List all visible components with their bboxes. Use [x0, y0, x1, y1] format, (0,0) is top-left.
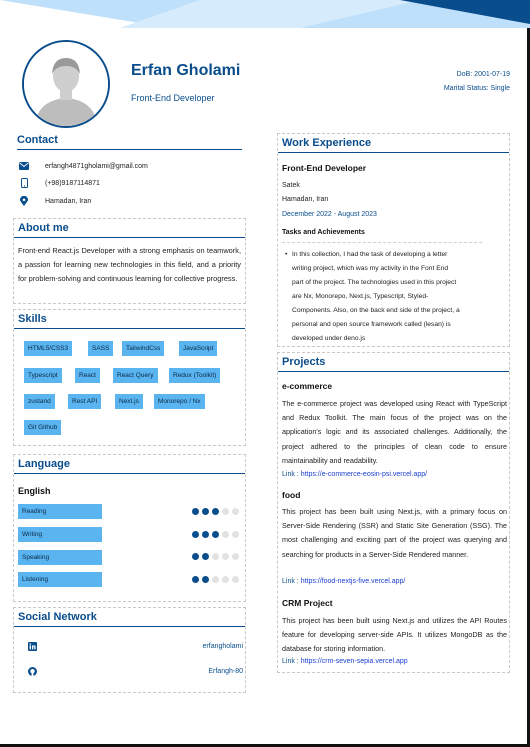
rating-dots: [192, 508, 239, 516]
project-name: e-commerce: [282, 381, 333, 391]
rating-dot-filled: [192, 576, 199, 583]
date-of-birth: DoB: 2001-07-19: [456, 71, 510, 78]
project-url[interactable]: https://food-nextjs-five.vercel.app/: [300, 578, 406, 585]
skill-chip: Typescript: [24, 368, 62, 383]
skill-chip: TailwindCss: [122, 341, 164, 356]
phone-icon: [19, 178, 29, 188]
skill-chip: JavaScript: [179, 341, 217, 356]
rating-dot-filled: [192, 508, 199, 515]
skill-chip: Redux (Toolkit): [169, 368, 220, 383]
task-line: are Nx, Monorepo, Next.js, Typescript, Styled-: [292, 293, 429, 300]
projects-section: [277, 352, 510, 673]
project-description: This project has been built using Next.js, with a primary focus on Server-Side Rendering (SSR) and Static Site Generation (SSG). The most challenging and exciting part of the project was querying and searching for products in a Server-Side Rendered manner.: [282, 507, 507, 559]
rating-dot-filled: [192, 553, 199, 560]
project-url[interactable]: https://e-commerce-eosin-psi.vercel.app/: [300, 471, 428, 478]
contact-location: [19, 195, 91, 207]
job-dates: December 2022 - August 2023: [282, 211, 377, 218]
divider: [282, 242, 482, 243]
social-link-github[interactable]: [14, 667, 247, 679]
rating-dot-filled: [212, 531, 219, 538]
project-name: food: [282, 490, 301, 500]
skill-chip: React: [75, 368, 100, 383]
skills-title: Skills: [14, 310, 245, 329]
header-band: [0, 0, 530, 28]
contact-phone: [19, 177, 100, 189]
contact-title: Contact: [17, 131, 242, 150]
linkedin-handle: erfangholami: [202, 643, 243, 650]
language-skill-label: Listening: [18, 572, 102, 587]
github-icon: [28, 667, 38, 677]
rating-dot-empty: [232, 508, 239, 515]
task-line: Components. Also, on the back end side of the project, a: [292, 307, 460, 314]
rating-dots: [192, 553, 239, 561]
language-skill-label: Speaking: [18, 550, 102, 565]
project-link[interactable]: [282, 658, 408, 665]
about-section: [13, 218, 246, 304]
marital-status: Marital Status: Single: [443, 85, 510, 92]
rating-dot-empty: [222, 531, 229, 538]
skill-chip: SASS: [88, 341, 113, 356]
rating-dot-empty: [232, 576, 239, 583]
contact-section: [13, 131, 246, 214]
language-title: Language: [14, 455, 245, 474]
rating-dot-empty: [222, 576, 229, 583]
task-line: In this collection, I had the task of developing a letter: [292, 251, 448, 258]
task-line: developed under deno.js: [292, 335, 366, 342]
language-name: English: [18, 486, 51, 496]
social-section: [13, 607, 246, 693]
rating-dots: [192, 531, 239, 539]
rating-dot-empty: [222, 553, 229, 560]
rating-dot-filled: [202, 553, 209, 560]
skill-chip: zustand: [24, 394, 55, 409]
avatar: [22, 40, 110, 128]
skill-chip: React Query: [113, 368, 158, 383]
map-pin-icon: [19, 196, 29, 206]
language-skill-label: Reading: [18, 504, 102, 519]
bullet-icon: •: [285, 251, 288, 258]
about-text: Front-end React.js Developer with a strong emphasis on teamwork, a passion for learning new technologies in this field, and a priority for problem-solving and continuous learning for collective progress.: [18, 246, 241, 283]
skill-chip: Monorepo / Nx: [154, 394, 205, 409]
work-experience-section: [277, 133, 510, 347]
social-link-linkedin[interactable]: [14, 642, 247, 654]
contact-location-text: Hamadan, Iran: [45, 197, 92, 205]
candidate-name: Erfan Gholami: [131, 62, 241, 79]
project-name: CRM Project: [282, 598, 333, 608]
contact-email-text: erfangh4871gholami@gmail.com: [45, 162, 148, 170]
contact-email: [19, 160, 148, 172]
project-url[interactable]: https://crm-seven-sepia.vercel.app: [300, 658, 408, 665]
rating-dot-empty: [212, 553, 219, 560]
skill-chip: Git Github: [24, 420, 61, 435]
job-location: Hamadan, Iran: [282, 196, 329, 203]
rating-dot-filled: [202, 576, 209, 583]
rating-dots: [192, 576, 239, 584]
language-skill-label: Writing: [18, 527, 102, 542]
link-label: Link :: [282, 578, 299, 585]
tasks-title: Tasks and Achievements: [282, 229, 365, 236]
job-company: Satek: [282, 182, 300, 189]
skills-section: [13, 309, 246, 446]
link-label: Link :: [282, 658, 299, 665]
social-title: Social Network: [14, 608, 245, 627]
skill-chip: HTML5/CSS3: [24, 341, 72, 356]
skill-chip: Next.js: [115, 394, 143, 409]
language-section: [13, 454, 246, 602]
rating-dot-empty: [212, 576, 219, 583]
rating-dot-filled: [202, 508, 209, 515]
rating-dot-empty: [222, 508, 229, 515]
envelope-icon: [19, 161, 29, 171]
candidate-role: Front-End Developer: [131, 93, 215, 103]
rating-dot-empty: [232, 531, 239, 538]
rating-dot-empty: [232, 553, 239, 560]
project-description: This project has been built using Next.js and utilizes the API Routes feature for developing server-side APIs. It utilizes MongoDB as the database for storing information.: [282, 616, 507, 654]
person-silhouette-icon: [24, 42, 108, 126]
link-label: Link :: [282, 471, 299, 478]
job-role: Front-End Developer: [282, 163, 367, 173]
task-bullet: [285, 248, 470, 346]
task-line: part of the project. The technologies used in this project: [292, 279, 457, 286]
rating-dot-filled: [212, 508, 219, 515]
task-line: personal and open source framework called (lesan) is: [292, 321, 451, 328]
project-link[interactable]: [282, 578, 405, 585]
linkedin-icon: [28, 642, 38, 652]
project-description: The e-commerce project was developed using React with TypeScript and Redux Toolkit. The main focus of the project was on the application's logic and its associated challenges. Additionally, the project adhered to the principles of clean code to ensure maintainability and readability.: [282, 399, 507, 465]
projects-title: Projects: [278, 353, 509, 372]
project-link[interactable]: [282, 471, 427, 478]
rating-dot-filled: [202, 531, 209, 538]
github-handle: Erfangh-80: [208, 668, 243, 675]
about-title: About me: [14, 219, 245, 238]
task-line: writing project, which was my activity in the Font End: [292, 265, 449, 272]
rating-dot-filled: [192, 531, 199, 538]
work-title: Work Experience: [278, 134, 509, 153]
contact-phone-text: (+98)9187114871: [45, 179, 100, 187]
skill-chip: Rest API: [68, 394, 101, 409]
